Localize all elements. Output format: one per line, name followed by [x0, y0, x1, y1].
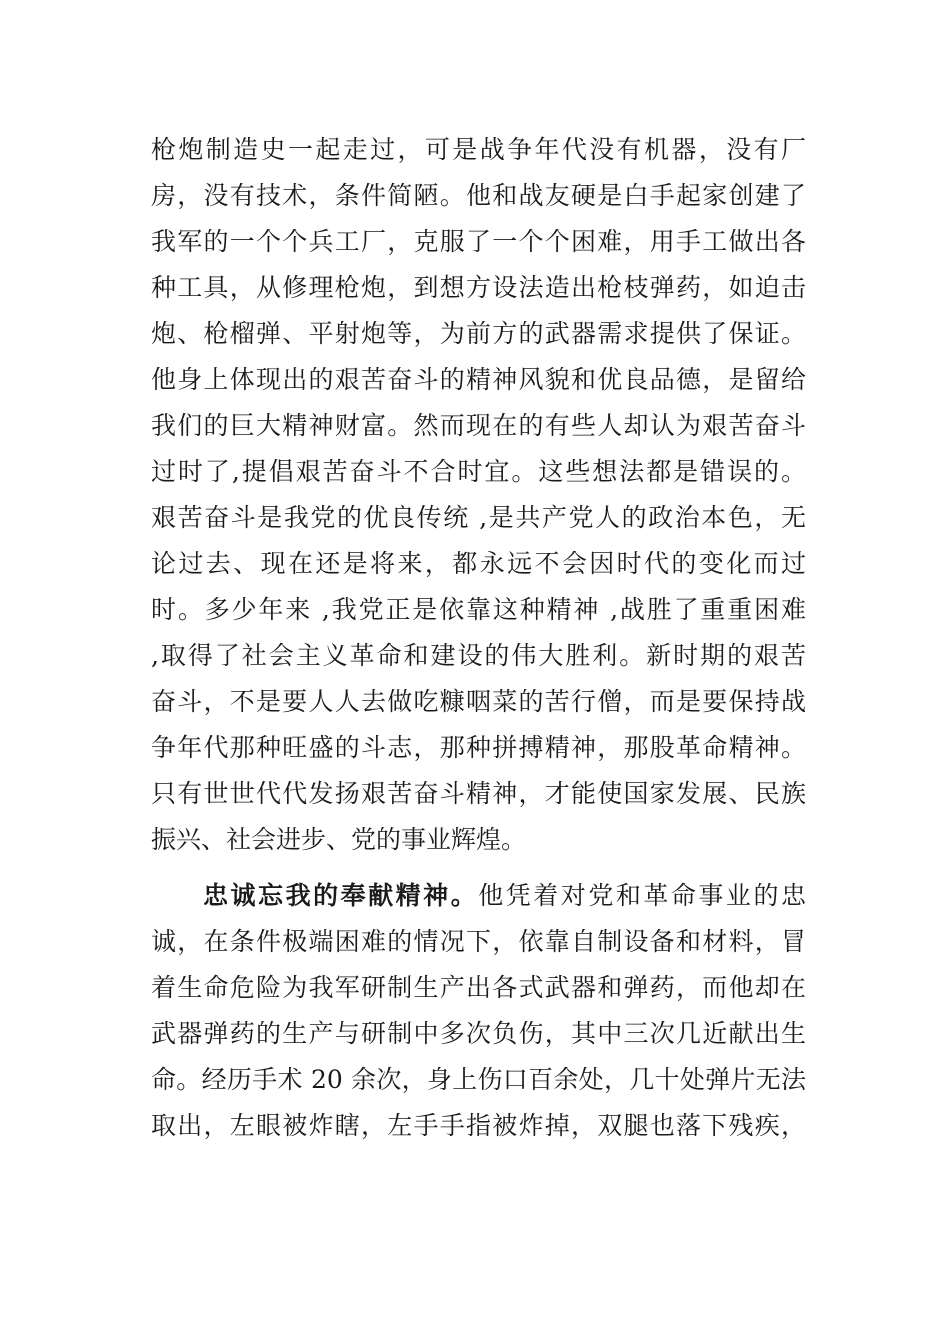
section-heading: 忠诚忘我的奉献精神。 — [203, 881, 479, 910]
text-line: 命。经历手术 20 余次，身上伤口百余处，几十处弹片无法 — [151, 1065, 806, 1094]
body-text — [151, 127, 806, 1149]
text-line: 时。多少年来 ,我党正是依靠这种精神 ,战胜了重重困难 — [151, 595, 806, 624]
text-line: 我军的一个个兵工厂，克服了一个个困难，用手工做出各 — [151, 227, 806, 256]
text-line: 种工具，从修理枪炮，到想方设法造出枪枝弹药，如迫击 — [151, 273, 806, 302]
paragraph-hardship — [151, 127, 806, 863]
text-line: 争年代那种旺盛的斗志，那种拼搏精神，那股革命精神。 — [151, 733, 806, 762]
text-line: 武器弹药的生产与研制中多次负伤，其中三次几近献出生 — [151, 1019, 806, 1048]
paragraph-gap — [151, 863, 806, 873]
text-line: 奋斗，不是要人人去做吃糠咽菜的苦行僧，而是要保持战 — [151, 687, 806, 716]
text-line: 过时了,提倡艰苦奋斗不合时宜。这些想法都是错误的。 — [151, 457, 806, 486]
text-line: 艰苦奋斗是我党的优良传统 ,是共产党人的政治本色，无 — [151, 503, 806, 532]
text-line: 论过去、现在还是将来，都永远不会因时代的变化而过 — [151, 549, 806, 578]
text-line: 着生命危险为我军研制生产出各式武器和弹药，而他却在 — [151, 973, 806, 1002]
text-line: 振兴、社会进步、党的事业辉煌。 — [151, 825, 527, 854]
text-line: 他身上体现出的艰苦奋斗的精神风貌和优良品德，是留给 — [151, 365, 806, 394]
text-line: ,取得了社会主义革命和建设的伟大胜利。新时期的艰苦 — [151, 641, 806, 670]
text-line — [151, 873, 806, 919]
text-line: 只有世世代代发扬艰苦奋斗精神，才能使国家发展、民族 — [151, 779, 806, 808]
text-line: 诚，在条件极端困难的情况下，依靠自制设备和材料，冒 — [151, 927, 806, 956]
heading-continuation: 他凭着对党和革命事业的忠 — [478, 881, 806, 910]
text-line: 枪炮制造史一起走过，可是战争年代没有机器，没有厂 — [151, 135, 806, 164]
text-line: 我们的巨大精神财富。然而现在的有些人却认为艰苦奋斗 — [151, 411, 806, 440]
paragraph-dedication — [151, 873, 806, 1149]
text-line: 取出，左眼被炸瞎，左手手指被炸掉，双腿也落下残疾， — [151, 1111, 806, 1140]
text-line: 房，没有技术，条件简陋。他和战友硬是白手起家创建了 — [151, 181, 806, 210]
text-line: 炮、枪榴弹、平射炮等，为前方的武器需求提供了保证。 — [151, 319, 806, 348]
